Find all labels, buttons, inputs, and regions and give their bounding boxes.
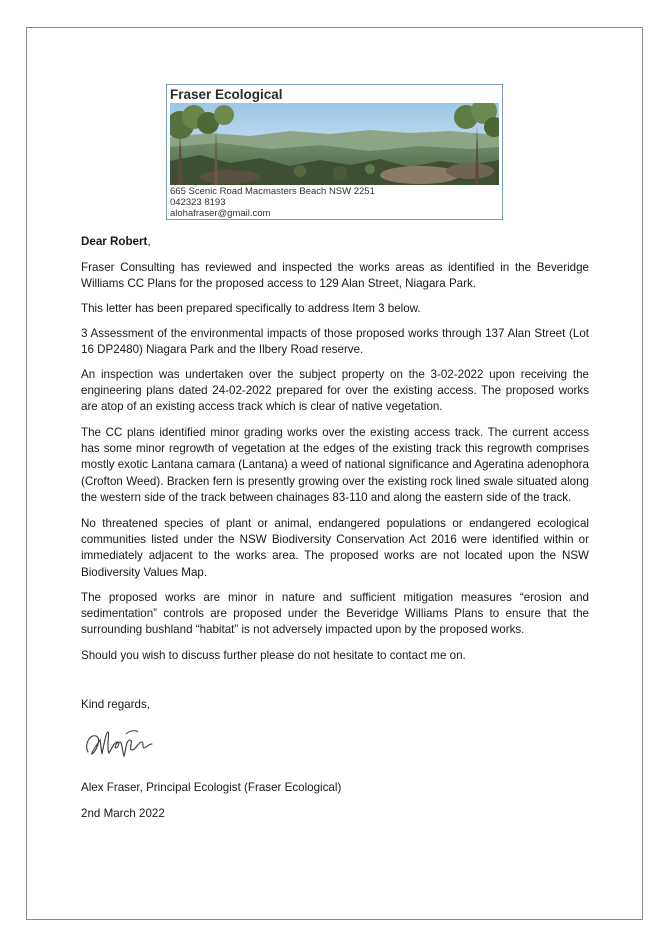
salutation-punct: , <box>147 235 151 248</box>
company-email: alohafraser@gmail.com <box>170 208 271 219</box>
closing: Kind regards, <box>81 698 150 711</box>
paragraph-4: An inspection was undertaken over the subject property on the 3-02-2022 upon receiving the engineering plans dated 24-02-2022 prepared for over the existing access. The proposed works are atop of an existing access track which is clear of native vegetation. <box>81 368 589 414</box>
company-phone: 042323 8193 <box>170 197 226 208</box>
handwritten-signature <box>82 726 162 767</box>
company-address: 665 Scenic Road Macmasters Beach NSW 2251 <box>170 186 375 197</box>
landscape-illustration <box>170 103 499 185</box>
paragraph-8: Should you wish to discuss further please do not hesitate to contact me on. <box>81 649 466 662</box>
paragraph-7: The proposed works are minor in nature and sufficient mitigation measures “erosion and sedimentation” controls are proposed under the Beveridge Williams Plans to ensure that the surrounding bushland “habitat” is not adversely impacted upon by the proposed works. <box>81 591 589 637</box>
letter-date: 2nd March 2022 <box>81 807 165 820</box>
paragraph-2: This letter has been prepared specifically to address Item 3 below. <box>81 302 421 315</box>
letterhead <box>166 84 503 220</box>
signatory-line: Alex Fraser, Principal Ecologist (Fraser Ecological) <box>81 781 342 794</box>
paragraph-1: Fraser Consulting has reviewed and inspected the works areas as identified in the Beveridge Williams CC Plans for the proposed access to 129 Alan Street, Niagara Park. <box>81 261 589 291</box>
company-name: Fraser Ecological <box>170 87 283 102</box>
paragraph-6: No threatened species of plant or animal, endangered populations or endangered ecological communities listed under the NSW Biodiversity Conservation Act 2016 were identified within or immediately adjacent to the works area. The proposed works are not located upon the NSW Biodiversity Values Map. <box>81 517 589 579</box>
salutation-name: Dear Robert <box>81 235 148 248</box>
paragraph-3: 3 Assessment of the environmental impacts of those proposed works through 137 Alan Street (Lot 16 DP2480) Niagara Park and the Ilbery Road reserve. <box>81 327 589 357</box>
landscape-photo <box>170 103 499 185</box>
salutation <box>81 234 589 250</box>
paragraph-5: The CC plans identified minor grading works over the existing access track. The current access has some minor regrowth of vegetation at the edges of the existing track this regrowth comprises mostly exotic Lantana camara (Lantana) a weed of national significance and Ageratina adenophora (Crofton Weed). Bracken fern is presently growing over the existing rock lined swale situated along the western side of the track between chainages 83-110 and along the eastern side of the track. <box>81 426 589 504</box>
